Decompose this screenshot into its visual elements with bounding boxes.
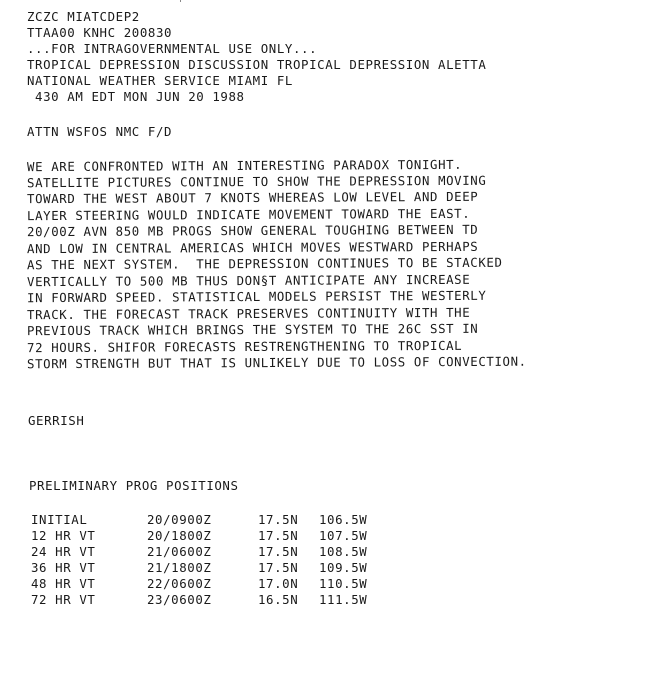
prog-lon: 109.5W (319, 560, 368, 575)
prog-label: 36 HR VT (31, 560, 96, 575)
prog-time: 20/0900Z (147, 512, 212, 527)
scan-mark (180, 0, 181, 2)
body-line: IN FORWARD SPEED. STATISTICAL MODELS PERSIST THE WESTERLY (26, 287, 487, 306)
prog-row (31, 560, 368, 576)
prog-lon: 110.5W (319, 576, 368, 591)
prog-row (31, 528, 368, 544)
forecaster-signature: GERRISH (28, 413, 85, 428)
prog-row (31, 592, 368, 608)
body-line: WE ARE CONFRONTED WITH AN INTERESTING PARADOX TONIGHT. (26, 156, 463, 175)
prog-lat: 17.5N (258, 560, 299, 575)
prog-lon: 106.5W (319, 512, 368, 527)
prog-label: 12 HR VT (31, 528, 96, 543)
prog-time: 20/1800Z (147, 528, 212, 543)
prog-lat: 16.5N (258, 592, 299, 607)
prog-row (31, 512, 368, 528)
body-line: TOWARD THE WEST ABOUT 7 KNOTS WHEREAS LOW LEVEL AND DEEP (26, 188, 479, 207)
body-line: TRACK. THE FORECAST TRACK PRESERVES CONTINUITY WITH THE (26, 304, 471, 323)
body-line: STORM STRENGTH BUT THAT IS UNLIKELY DUE TO LOSS OF CONVECTION. (26, 353, 527, 372)
header-wmo-id: TTAA00 KNHC 200830 (27, 25, 173, 40)
body-line: VERTICALLY TO 500 MB THUS DON§T ANTICIPATE ANY INCREASE (26, 271, 471, 290)
body-line: 20/00Z AVN 850 MB PROGS SHOW GENERAL TOUGHING BETWEEN TD (26, 221, 479, 240)
body-line: AS THE NEXT SYSTEM. THE DEPRESSION CONTINUES TO BE STACKED (26, 254, 503, 273)
prog-lat: 17.5N (258, 544, 299, 559)
prog-time: 22/0600Z (147, 576, 212, 591)
prog-title: PRELIMINARY PROG POSITIONS (29, 478, 239, 493)
header-title: TROPICAL DEPRESSION DISCUSSION TROPICAL DEPRESSION ALETTA (27, 57, 487, 72)
header-product-id: ZCZC MIATCDEP2 (27, 9, 140, 24)
header-use-notice: ...FOR INTRAGOVERNMENTAL USE ONLY... (27, 41, 318, 56)
header-office: NATIONAL WEATHER SERVICE MIAMI FL (27, 73, 293, 88)
prog-label: INITIAL (31, 512, 88, 527)
attn-line: ATTN WSFOS NMC F/D (27, 124, 173, 139)
body-line: 72 HOURS. SHIFOR FORECASTS RESTRENGTHENING TO TROPICAL (26, 337, 463, 356)
prog-label: 48 HR VT (31, 576, 96, 591)
prog-time: 21/1800Z (147, 560, 212, 575)
prog-lon: 107.5W (319, 528, 368, 543)
prog-row (31, 576, 368, 592)
prog-row (31, 544, 368, 560)
body-line: SATELLITE PICTURES CONTINUE TO SHOW THE DEPRESSION MOVING (26, 172, 487, 191)
prog-label: 24 HR VT (31, 544, 96, 559)
prog-lon: 108.5W (319, 544, 368, 559)
prog-lat: 17.5N (258, 512, 299, 527)
prog-label: 72 HR VT (31, 592, 96, 607)
header-issue-time: 430 AM EDT MON JUN 20 1988 (27, 89, 245, 104)
prog-time: 21/0600Z (147, 544, 212, 559)
body-line: PREVIOUS TRACK WHICH BRINGS THE SYSTEM TO THE 26C SST IN (26, 320, 479, 339)
prog-lat: 17.5N (258, 528, 299, 543)
prog-lat: 17.0N (258, 576, 299, 591)
prog-time: 23/0600Z (147, 592, 212, 607)
body-line: LAYER STEERING WOULD INDICATE MOVEMENT TOWARD THE EAST. (26, 205, 471, 224)
prog-lon: 111.5W (319, 592, 368, 607)
body-line: AND LOW IN CENTRAL AMERICAS WHICH MOVES WESTWARD PERHAPS (26, 238, 479, 257)
